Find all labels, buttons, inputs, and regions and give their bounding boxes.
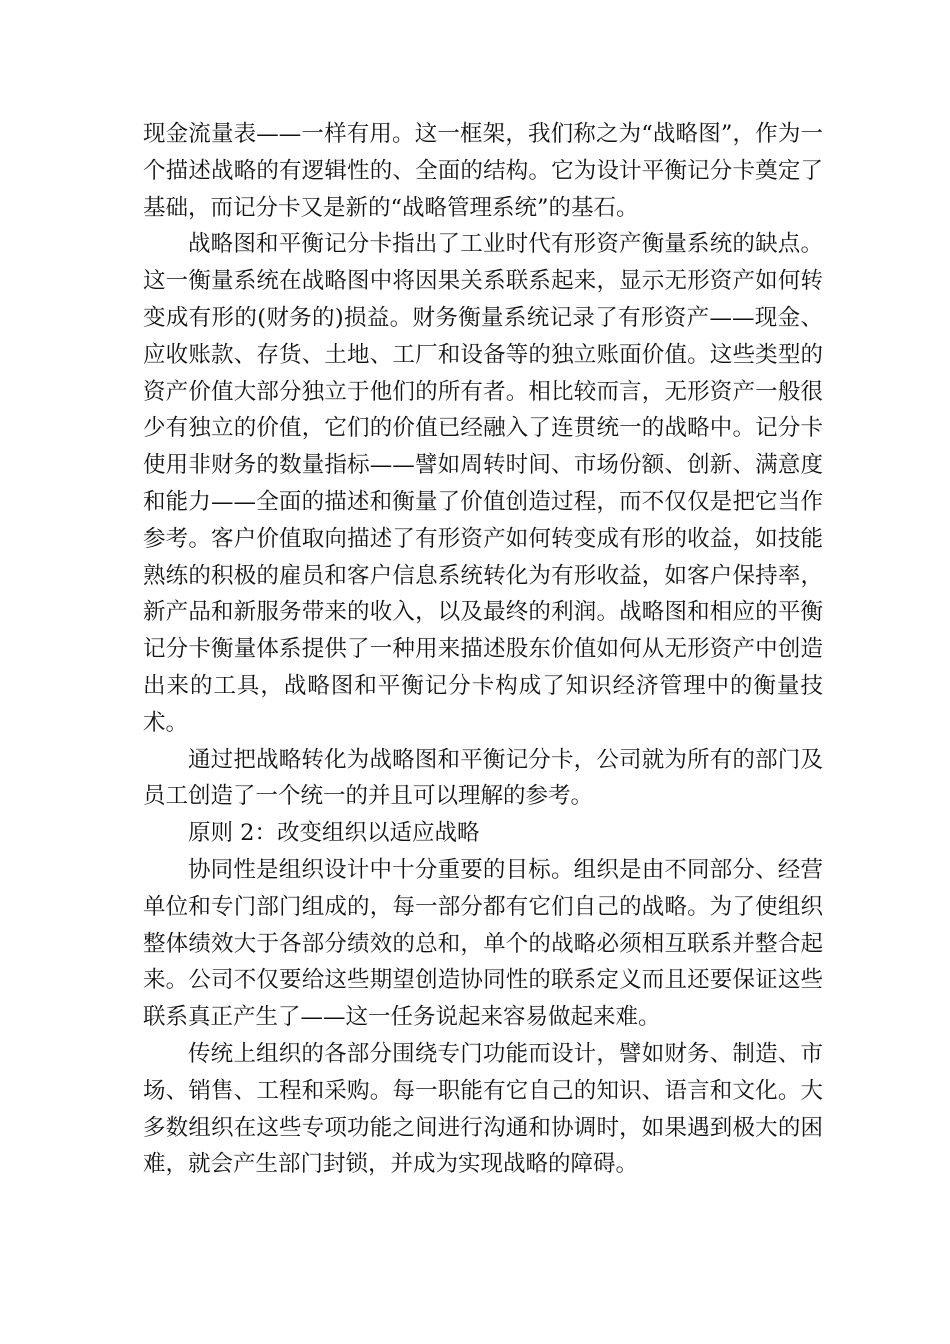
section-heading: 原则 2：改变组织以适应战略 bbox=[188, 820, 480, 847]
document-page bbox=[143, 116, 823, 1183]
paragraph-2: 战略图和平衡记分卡指出了工业时代有形资产衡量系统的缺点。这一衡量系统在战略图中将因果关系联系起来，显示无形资产如何转变成有形的(财务的)损益。财务衡量系统记录了有形资产——现金、应收账款、存货、土地、工厂和设备等的独立账面价值。这些类型的资产价值大部分独立于他们的所有者。相比较而言，无形资产一般很少有独立的价值，它们的价值已经融入了连贯统一的战略中。记分卡使用非财务的数量指标——譬如周转时间、市场份额、创新、满意度和能力——全面的描述和衡量了价值创造过程，而不仅仅是把它当作参考。客户价值取向描述了有形资产如何转变成有形的收益，如技能熟练的积极的雇员和客户信息系统转化为有形收益，如客户保持率，新产品和新服务带来的收入，以及最终的利润。战略图和相应的平衡记分卡衡量体系提供了一种用来描述股东价值如何从无形资产中创造出来的工具，战略图和平衡记分卡构成了知识经济管理中的衡量技术。 bbox=[143, 231, 823, 736]
paragraph-4: 协同性是组织设计中十分重要的目标。组织是由不同部分、经营单位和专门部门组成的，每一部分都有它们自己的战略。为了使组织整体绩效大于各部分绩效的总和，单个的战略必须相互联系并整合起来。公司不仅要给这些期望创造协同性的联系定义而且还要保证这些联系真正产生了——这一任务说起来容易做起来难。 bbox=[143, 856, 823, 1031]
paragraph-5: 传统上组织的各部分围绕专门功能而设计，譬如财务、制造、市场、销售、工程和采购。每一职能有它自己的知识、语言和文化。大多数组织在这些专项功能之间进行沟通和协调时，如果遇到极大的困难，就会产生部门封锁，并成为实现战略的障碍。 bbox=[143, 1040, 823, 1178]
paragraph-3: 通过把战略转化为战略图和平衡记分卡，公司就为所有的部门及员工创造了一个统一的并且可以理解的参考。 bbox=[143, 746, 823, 810]
paragraph-1: 现金流量表——一样有用。这一框架，我们称之为“战略图”，作为一个描述战略的有逻辑性的、全面的结构。它为设计平衡记分卡奠定了基础，而记分卡又是新的“战略管理系统”的基石。 bbox=[143, 121, 823, 221]
